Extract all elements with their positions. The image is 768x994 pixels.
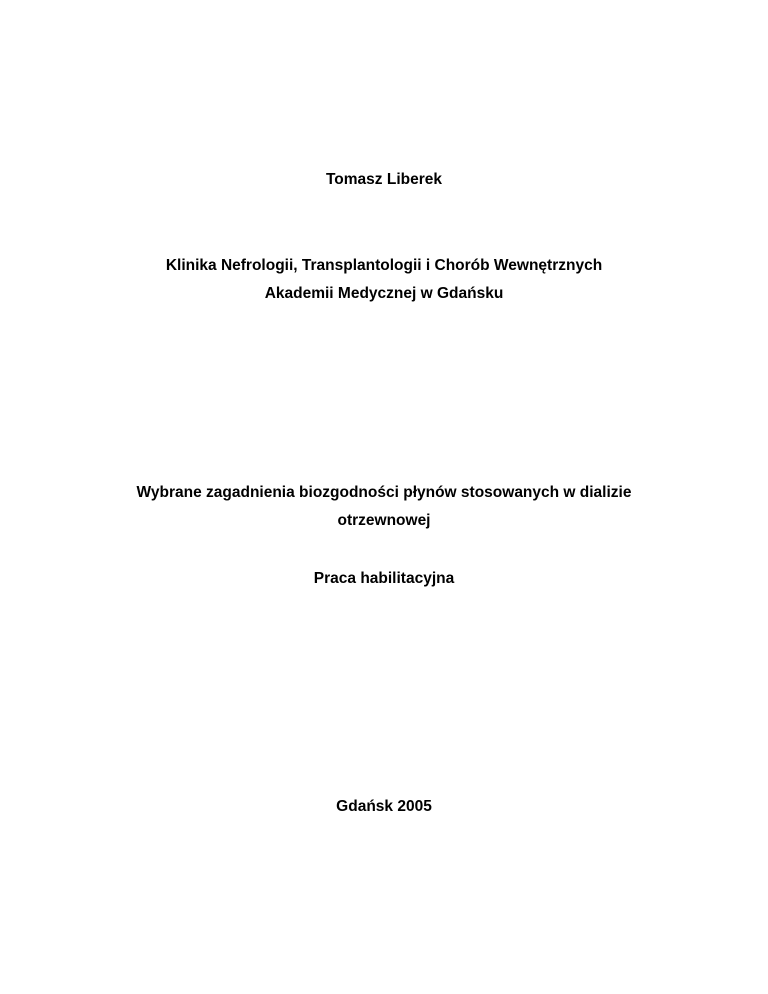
institution-line-1: Klinika Nefrologii, Transplantologii i Chorób Wewnętrznych [165,257,603,274]
thesis-type: Praca habilitacyjna [313,570,455,587]
institution-line-2: Akademii Medycznej w Gdańsku [264,285,504,302]
author-name: Tomasz Liberek [325,171,442,188]
thesis-title-line-1: Wybrane zagadnienia biozgodności płynów stosowanych w dializie [136,484,632,501]
place-and-year: Gdańsk 2005 [336,798,432,815]
thesis-title-line-2: otrzewnowej [337,512,431,529]
